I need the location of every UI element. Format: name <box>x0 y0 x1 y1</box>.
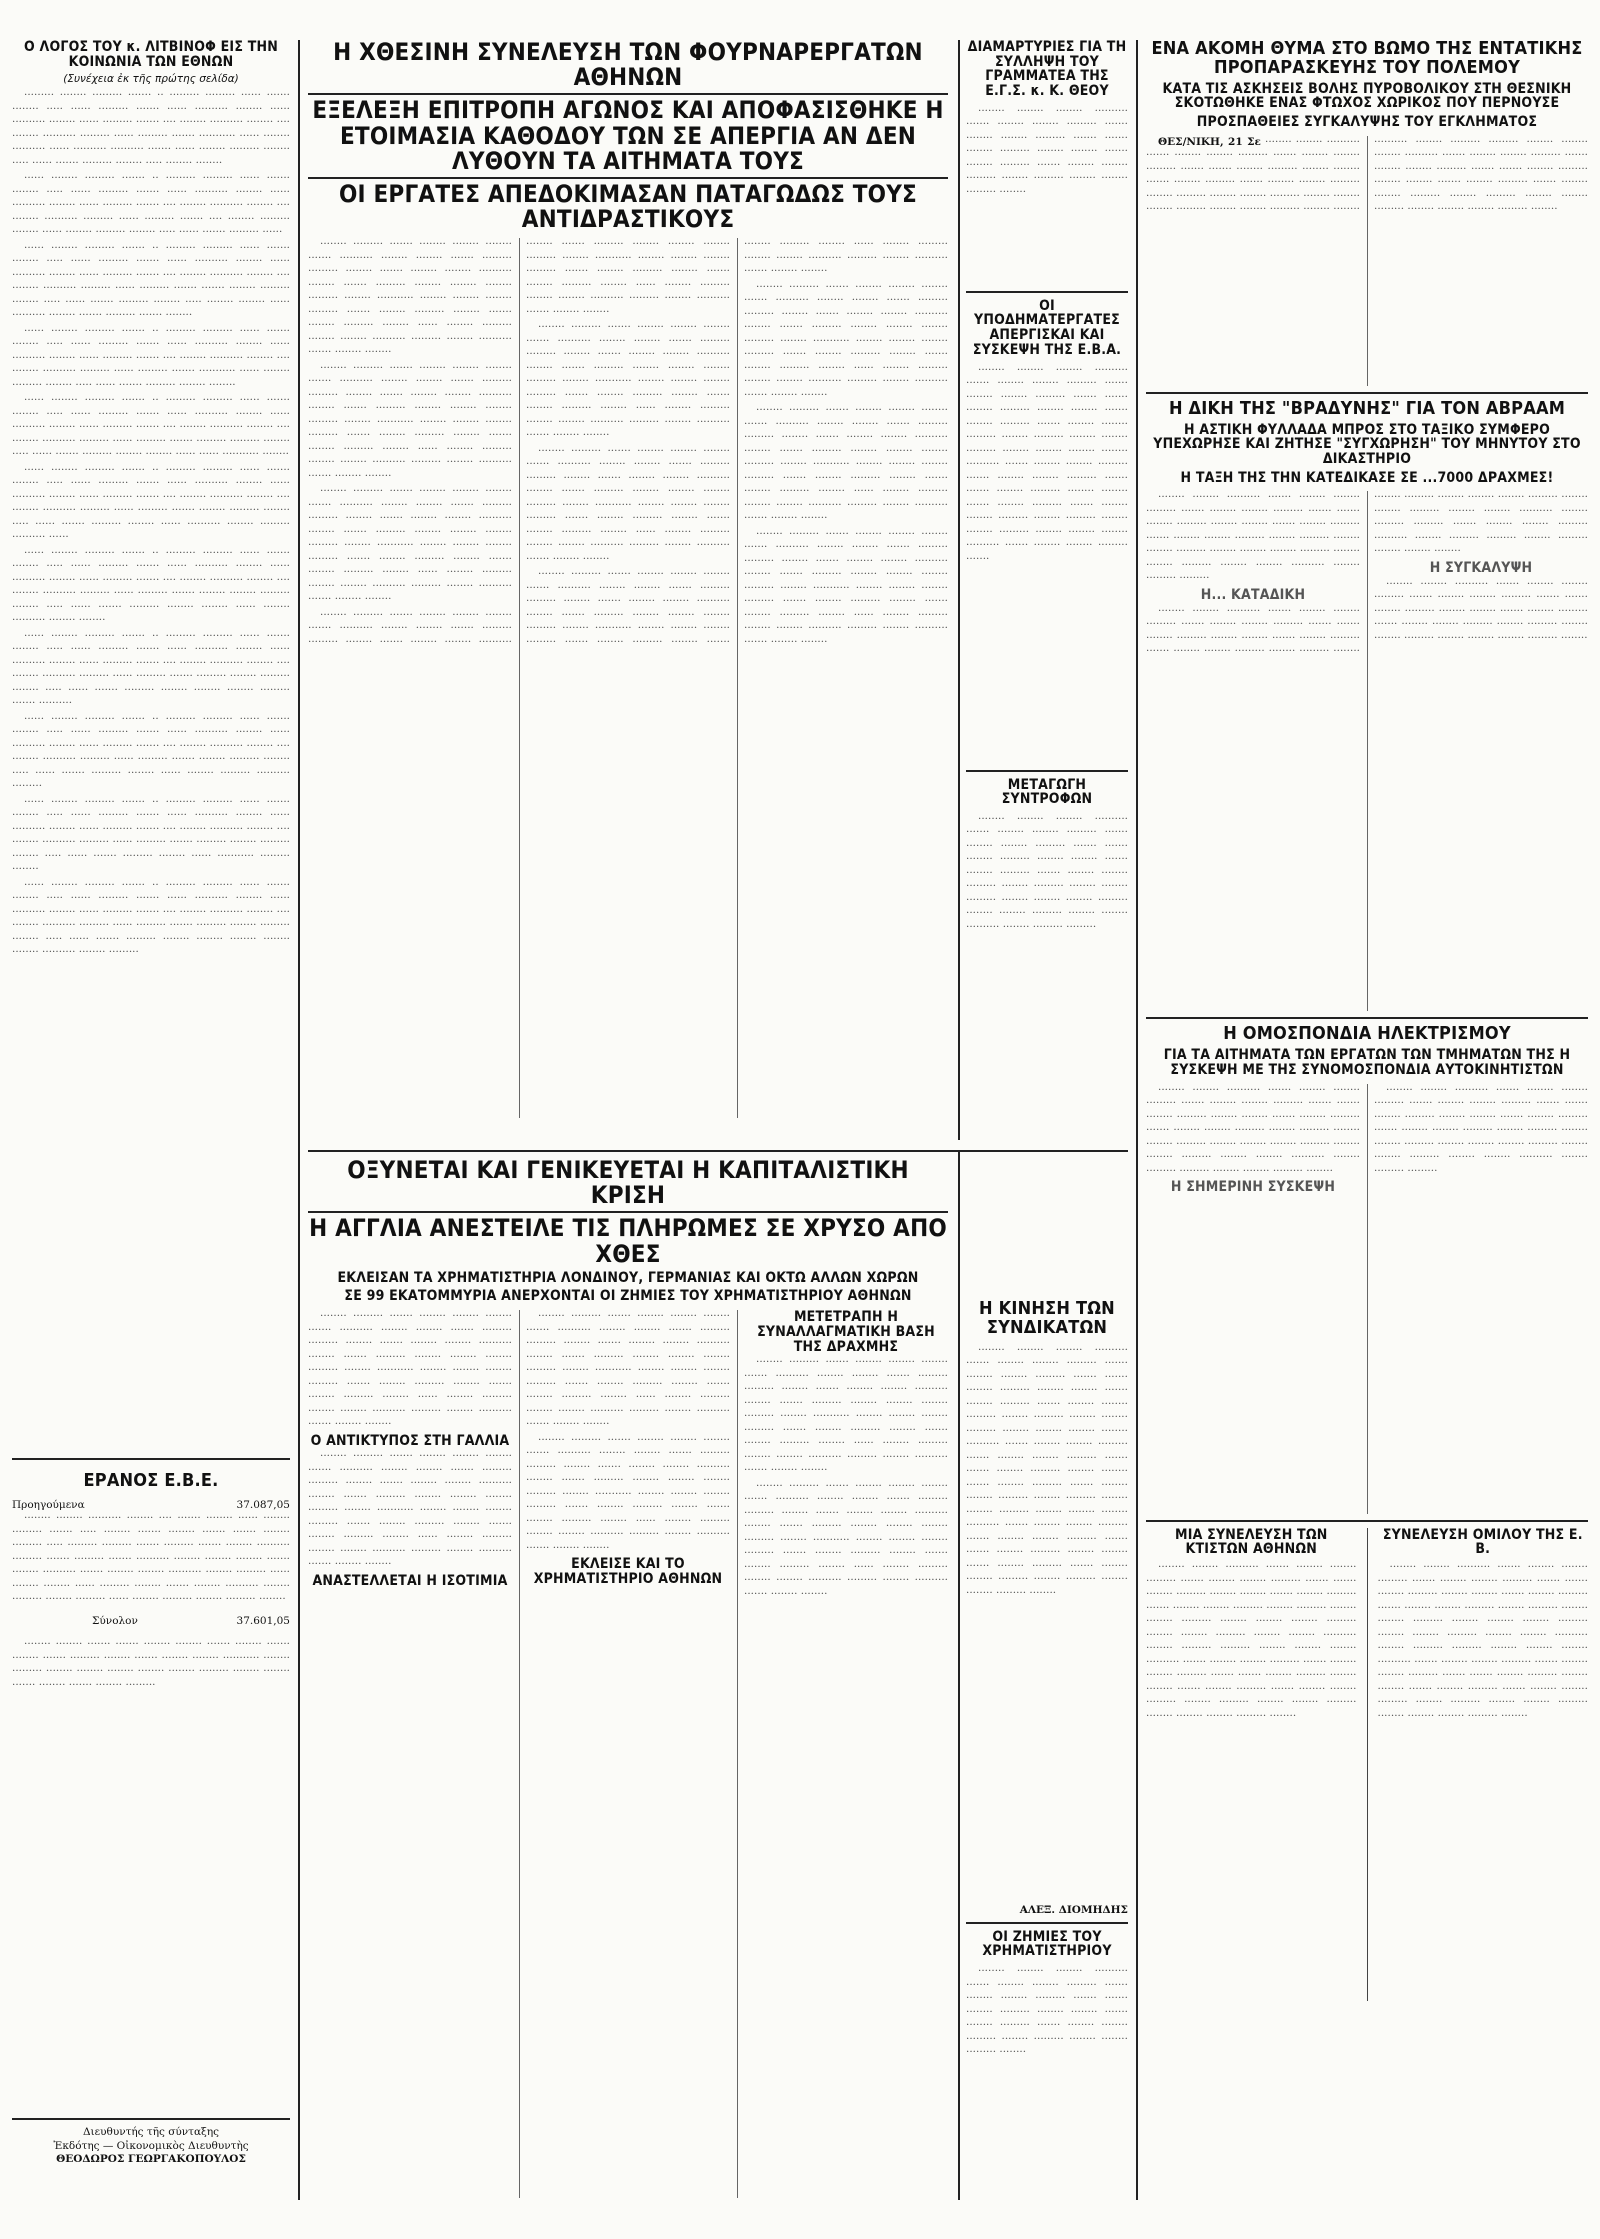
subheadline: ΕΞΕΛΕΞΗ ΕΠΙΤΡΟΠΗ ΑΓΩΝΟΣ ΚΑΙ ΑΠΟΦΑΣΙΣΘΗΚΕ Η ΕΤΟΙΜΑΣΙΑ ΚΑΘΟΔΟΥ ΤΩΝ ΣΕ ΑΠΕΡΓΙΑ ΑΝ ΔΕΝ ΛΥΘΟΥΝ ΤΑ ΑΙΤΗΜΑΤΑ ΤΟΥΣ <box>312 96 944 175</box>
headline: Η ΧΘΕΣΙΝΗ ΣΥΝΕΛΕΥΣΗ ΤΩΝ ΦΟΥΡΝΑΡΕΡΓΑΤΩΝ ΑΘΗΝΩΝ <box>333 40 923 92</box>
subheadline: ΓΙΑ ΤΑ ΑΙΤΗΜΑΤΑ ΤΩΝ ΕΡΓΑΤΩΝ ΤΩΝ ΤΜΗΜΑΤΩΝ ΤΗΣ Η ΣΥΣΚΕΨΗ ΜΕ ΤΗΣ ΣΥΝΟΜΟΣΠΟΝΔΙΑ ΑΥΤΟΚΙΝΗΤΙΣΤΩΝ <box>1163 1047 1571 1079</box>
section-heading: Ο ΑΝΤΙΚΤΥΠΟΣ ΣΤΗ ΓΑΛΛΙΑ <box>310 1432 510 1449</box>
subheadline: Η ΑΣΤΙΚΗ ΦΥΛΛΑΔΑ ΜΠΡΟΣ ΣΤΟ ΤΑΞΙΚΟ ΣΥΜΦΕΡΟ ΥΠΕΧΩΡΗΣΕ ΚΑΙ ΖΗΤΗΣΕ "ΣΥΓΧΩΡΗΣΗ" ΤΟΥ ΜΗΝΥΤΟΥ ΣΤΟ ΔΙΚΑΣΤΗΡΙΟ <box>1153 421 1581 468</box>
section-heading: Η ΣΗΜΕΡΙΝΗ ΣΥΣΚΕΨΗ <box>1170 1179 1336 1196</box>
column-rule <box>1136 40 1138 2200</box>
article-meeting <box>1146 1528 1357 2001</box>
subheadline: ΠΡΟΣΠΑΘΕΙΕΣ ΣΥΓΚΑΛΥΨΗΣ ΤΟΥ ΕΓΚΛΗΜΑΤΟΣ <box>1196 114 1538 131</box>
signature: ΑΛΕΞ. ΔΙΟΜΗΔΗΣ <box>1019 1903 1128 1916</box>
section-rule <box>308 1150 1128 1152</box>
previous-value: 37.087,05 <box>236 1498 290 1511</box>
section-heading: ΜΕΤΕΤΡΑΠΗ Η ΣΥΝΑΛΛΑΓΜΑΤΙΚΗ ΒΑΣΗ ΤΗΣ ΔΡΑΧΜΗΣ <box>757 1309 935 1355</box>
continued-note: (Συνέχεια ἐκ τῆς πρώτης σελίδα) <box>63 73 239 86</box>
headline: ΟΙ ΥΠΟΔΗΜΑΤΕΡΓΑΤΕΣ ΑΠΕΡΓΙΣΚΑΙ ΚΑΙ ΣΥΣΚΕΨΗ ΤΗΣ Ε.Β.Α. <box>972 297 1122 358</box>
article-body: ········ ········ ········ ·········· ······· ········ ········ ········· ······· ········ ········ ········· ······· ······· ········ ········· ········ ········ ······· ········ ········· ······· ········ ········ ········· ········ ········· ········ ········ ········· ········ ········ ········ ········ ·········· ······· ········ ········ ········· ······· ········ ········ ········· ······· ······· ········ ········· ········ ········ ······· ········ ········· ······· ········ ········ ········· ········ ········· ········ ········ ········· ········ ········ ········ ·········· ······· ········ ········ ········· ······· ········ ········ ········· ······· ······· ········ ········· ········ ········ ······· ········ ········· ······· ········ ········ ········· ········ ········· ········ ········ ········· ········ <box>966 1343 1128 1599</box>
article-body: ········ ········· ······· ········ ········ ········ ······· ·········· ········ ········ ······· ········· ········· ········ ······· ········ ········ ·········· ········ ······· ········· ········ ········ ········ ········· ········ ··········· ········ ········ ········ ········· ······· ········ ········· ········ ······· ········ ········· ········ ······ ········ ········· ········ ········ ·········· ········· ········ ·········· ······· ········ ········ ········ ········· ······· ········ ········ ········ ······· ·········· ········ ········ ······· ········· ········· ········ ······· ········ ········ ·········· ········ ······· ········· ········ ········ ········ ········· ········ ··········· ········ ········ ········ ········· ······· ········ ········· ········ ······· ········ ········· ········ ······ ········ ········· ········ ········ ·········· ········· ········ ·········· ······· ········ ········ ········ ········· ······· ········ ········ ········ ······· ·········· ········ ········ ······· ········· ········· ········ ······· ········ ········ ·········· ········ ······· ········· ········ ········ ········ ········· ········ ··········· ········ ········ ········ ········· ······· ········ ········· ········ ······· ········ ········· ········ ······ ········ ········· ········ ········ ·········· ········· ········ ·········· ······· ········ ········ ········ ········· ······· ········ ········ ········ ······· ·········· ········ ········ ······· ········· ········· ········ ······· ········ ········ ·········· ········ ······· ········· ········ ········ ········ ········· ········ ··········· ········ ········ ········ ········· ······· ········ ········· ········ ······· ········ ········· ········ ······ ········ ········· ········ ········ ·········· ········· ········ ·········· ······· ········ ········ ········ ········· ······· ········ ········ ········ ······· ·········· ········ ········ ······· ········· ········· ········ ······· ········ ········ ·········· ········ ······· ········· ········ ········ ········ ········· ········ ··········· ········ ········ ········ ········· ······· ········ ········· ········ ······· ········ ········· ········ ······ ········ ········· ········ ········ ·········· ········· ········ ·········· ······· ········ ········ ········ ········· ······· ········ ········ ········ ······· ·········· ········ ········ ······· ········· ········· ········ ······· ········ ········ ·········· ········ ······· ········· ········ ········ ········ ········· ········ ··········· ········ ········ ········ ········· ······· ········ ········· ········ ······· ········ ········· ········ ······ ········ ········· ········ ········ ·········· ········· ········ ·········· ······· ········ ········ ········ ········· ······· ········ ········ ········ ······· ·········· ········ ········ ······· ········· ········· ········ ······· ········ ········ ·········· ········ ······· ········· ········ ········ ········ ········· ········ ··········· ········ ········ ········ ········· ······· ········ ········· ········ ······· ········ ········· ········ ······ ········ ········· ········ ········ ·········· ········· ········ ·········· ······· ········ ········ ········ ········· ······· ········ ········ ········ ······· ·········· ········ ········ ······· ········· ········· ········ ······· ········ ········ ·········· ········ ······· ········· ········ ········ ········ ········· ········ ··········· ········ ········ ········ ········· ······· ········ ········· ········ ······· ········ ········· ········ ······ ········ ········· ········ ········ ·········· ········· ········ ·········· ······· ········ ········ ········ ········· ······· ········ ········ ········ ······· ·········· ········ ········ ······· ········· ········· ········ ······· ········ ········ ·········· ········ ······· ········· ········ ········ ········ ········· ········ ··········· ········ ········ ········ ········· ······· ········ ········· ········ ······· ········ ········· ········ ······ ········ ········· ········ ········ ·········· ········· ········ ·········· ······· ········ ········ ········ ········· ······· ········ ········ ········ ······· ·········· ········ ········ ······· ········· ········· ········ ······· ········ ········ ·········· ········ ······· ········· ········ ········ ········ ········· ········ ··········· ········ ········ ········ ········· ······· ········ ········· ········ ······· ········ ········· ········ ······ ········ ········· ········ ········ ·········· ········· ········ ·········· ······· ········ ········ <box>308 238 948 648</box>
headline: ΟΙ ΖΗΜΙΕΣ ΤΟΥ ΧΡΗΜΑΤΙΣΤΗΡΙΟΥ <box>982 1928 1112 1960</box>
section-heading: ΕΚΛΕΙΣΕ ΚΑΙ ΤΟ ΧΡΗΜΑΤΙΣΤΗΡΙΟ ΑΘΗΝΩΝ <box>533 1556 723 1587</box>
fundraiser-box <box>12 1472 290 2072</box>
right-column <box>1146 40 1588 2220</box>
headline: Ο ΛΟΓΟΣ ΤΟΥ κ. ΛΙΤΒΙΝΟΦ ΕΙΣ ΤΗΝ ΚΟΙΝΩΝΙΑ ΤΩΝ ΕΘΝΩΝ <box>24 40 278 70</box>
article-body: ········ ········ ·········· ······· ········ ········ ········· ······· ········ ········ ········· ······· ······· ········ ········· ········ ········ ······· ········ ········· ······· ········ ········ ········· ········ ········· ········ ········ ········· ········ ········ ········ ········· ········ ········ ········· ········ ········ ·········· ········ ········· ········· ········ ········ ········ ·········· ······· ········ ········ ········· ······· ········ ········ ········· ······· ······· ········ ········· ········ ········ ······· ········ ········· ······· ········ ········ ········· ········ ········· ········ ········ ········· ········ ········ ········ ········· ········ <box>1377 1561 1588 1722</box>
fundraiser-note: ········ ········ ······· ······· ········ ········ ······· ········ ······· ········ ······· ········· ········ ······· ········ ········ ··········· ········ ········· ········ ········ ········ ········ ········ ········· ········ ········ ······· ········ ······· ········ ········· <box>12 1638 290 1691</box>
article-bakers <box>308 40 948 1140</box>
total-value: 37.601,05 <box>236 1614 290 1627</box>
publisher-label: Ἐκδότης — Οἰκονομικὸς Διευθυντὴς <box>53 2139 249 2152</box>
fundraiser-previous <box>12 1499 290 1513</box>
total-label: Σύνολον <box>92 1614 138 1627</box>
article-body: ········ ········ ·········· ······· ········ ········ ········· ······· ········ ········ ········· ······· ······· ········ ········· ········ ········ ······· ········ ········· ······· ········ ········ ········· ········ ········· ········ ········ ········· ········ ········ ········ ········· ········ ········ ········· ········ ········ ·········· ········ ········· ········· ········ ········ ········· ········ Η ΣΗΜΕΡΙΝΗ ΣΥΣΚΕΨΗ ········ ········ ·········· ······· ········ ········ ········· ······· ········ ········ ········· ······· ······· ········ ········· ········ ········ ······· ········ ········· ······· ········ ········ ········· ········ ········· ········ ········ ········· ········ ········ ········ ········· ········ ········ ········· ········ ········ ·········· ········ ········· ········· <box>1146 1083 1588 1196</box>
subheadline: ΕΚΛΕΙΣΑΝ ΤΑ ΧΡΗΜΑΤΙΣΤΗΡΙΑ ΛΟΝΔΙΝΟΥ, ΓΕΡΜΑΝΙΑΣ ΚΑΙ ΟΚΤΩ ΑΛΛΩΝ ΧΩΡΩΝ <box>337 1269 919 1286</box>
article-body: ········ ········ ········ ·········· ······· ········ ········ ········· ······· ········ ········ ········· ······· ······· ········ ········· ········ ········ ······· ········ ········· ······· ········ ········ ········· ········ ········· ········ ········ ········· ········ ········ ········ ········ ·········· ······· ········ ········ ········· ······· ········ ········ ········· ······· ······· ········ ········· ········ ········ ······· ········ ········· ······· ········ ········ ········· ········ ········· ········ ········ ········· ········ ········ ········ ·········· ······· ········ ········ ········· ······· <box>966 363 1128 565</box>
masthead <box>12 2126 290 2216</box>
article-group <box>1378 1528 1589 2001</box>
article-syndicates <box>966 1300 1128 2200</box>
subheadline: ΚΑΤΑ ΤΙΣ ΑΣΚΗΣΕΙΣ ΒΟΛΗΣ ΠΥΡΟΒΟΛΙΚΟΥ ΣΤΗ ΘΕΣΝΙΚΗ ΣΚΟΤΩΘΗΚΕ ΕΝΑΣ ΦΤΩΧΟΣ ΧΩΡΙΚΟΣ ΠΟΥ ΠΕΡΝΟΥΣΕ <box>1162 80 1572 112</box>
headline: ΕΝΑ ΑΚΟΜΗ ΘΥΜΑ ΣΤΟ ΒΩΜΟ ΤΗΣ ΕΝΤΑΤΙΚΗΣ ΠΡΟΠΑΡΑΣΚΕΥΗΣ ΤΟΥ ΠΟΛΕΜΟΥ <box>1151 40 1583 78</box>
article-body: ········ ········ ········ ·········· ······· ········ ········ ········· ······· ········ ········ ········· ······· ······· ········ ········· ········ ········ ······· ········ ········· ······· ········ ········ ········· ········ ········· ········ ········ ········· ········ <box>966 104 1128 198</box>
article-body: ········· ········ ········· ······· ·· ········· ········· ······ ······· ········ ····· ······ ········· ······· ······ ·········· ········ ······ ·········· ········ ······ ········· ······· ···· ········ ·········· ········ ···· ········ ·········· ········· ······ ········· ······· ··········· ······ ········ ·········· ······ ·········· ·········· ······· ······ ········ ········· ········ ····· ······ ······· ········· ········ ····· ········ ········ ······ ········ ········· ······· ·· ········· ········· ······ ······· ········ ····· ······ ········· ······· ······ ·········· ········ ······ ·········· ········ ······ ········· ······· ···· ········ ·········· ········ ···· ········ ·········· ········· ······ ········· ······· ···· ········ ········· ········ ······ ········ ········· ········ ····· ······ ······· ········· ······ ······ ········ ········· ······· ·· ········· ········· ······ ······· ········ ····· ······ ········· ······· ······ ·········· ········ ······ ·········· ········ ······ ········· ······· ···· ········ ·········· ········ ···· ········ ·········· ········· ······ ········· ······· ······· ········ ········· ········ ····· ······ ······· ········· ········ ····· ········ ········ ······ ·········· ········ ······· ········· ······· ········ ······ ········ ········· ······· ·· ········· ········· ······ ······· ········ ····· ······ ········· ······· ······ ·········· ········ ······ ·········· ········ ······ ········· ······· ···· ········ ·········· ········ ···· ········ ·········· ········· ······ ········· ······· ··········· ······ ········ ········· ········ ····· ······ ······· ········· ········ ········ ······ ········ ········· ······· ·· ········· ········· ······ ······· ········ ····· ······ ········· ······· ······ ·········· ········ ······ ·········· ········ ······ ········· ······· ···· ········ ·········· ········ ···· ········ ·········· ········· ······ ········· ······· ········· ········· ········ ····· ······ ······· ········· ········ ········ ······ ······ ··········· ········ ······ ········ ········· ······· ·· ········· ········· ······ ······· ········ ····· ······ ········· ······· ······ ·········· ········ ······ ·········· ········ ······ ········· ······· ···· ········ ·········· ········ ···· ········ ·········· ········· ······ ········· ······· ········ ········· ········ ····· ······ ······· ········· ········ ······ ·········· ········ ········· ·········· ······ ······ ········ ········· ······· ·· ········· ········· ······ ······· ········ ····· ······ ········· ······· ······ ·········· ········ ······ ·········· ········ ······ ········· ······· ···· ········ ·········· ········ ···· ········ ·········· ········· ······ ········· ······· ········ ········ ········· ········ ····· ······ ······· ········· ········ ········ ······ ········ ·········· ········ ········ ······ ········ ········· ······· ·· ········· ········· ······ ······· ········ ····· ······ ········· ······· ······ ·········· ········ ······ ·········· ········ ······ ········· ······· ···· ········ ·········· ········ ···· ········ ·········· ········· ······ ········· ······· ········· ········ ········· ········ ····· ······ ······· ········· ········ ········ ········ ········· ······· ·········· ······ ········ ········· ······· ·· ········· ········· ······ ······· ········ ····· ······ ········· ······· ······ ·········· ········ ······ ·········· ········ ······ ········· ······· ···· ········ ·········· ········ ···· ········ ·········· ········· ······ ········· ······· ········ ········· ········ ····· ······ ······· ········· ········ ······ ········ ········· ·········· ········· ······ ········ ········· ······· ·· ········· ········· ······ ······· ········ ····· ······ ········· ······· ······ ·········· ········ ······ ·········· ········ ······ ········· ······· ···· ········ ·········· ········ ···· ········ ·········· ········· ······ ········· ······· ········· ········ ········· ········ ····· ······ ······· ········· ········ ······ ··········· ········· ········ ······ ········ ········· ······· ·· ········· ········· ······ ······· ········ ····· ······ ········· ······· ······ ·········· ········ ······ ·········· ········ ······ ········· ······· ···· ········ ·········· ········ ···· ········ ·········· ········· ······ ········· ······· ········· ········ ········· ········ ····· ······ ······· ········· ········ ········ ········ ········ ········ ·········· ········ ········· <box>12 89 290 959</box>
column-rule <box>958 40 960 1140</box>
director-label: Διευθυντής τῆς σύνταξης <box>82 2126 220 2138</box>
headline: ΔΙΑΜΑΡΤΥΡΙΕΣ ΓΙΑ ΤΗ ΣΥΛΛΗΨΗ ΤΟΥ ΓΡΑΜΜΑΤΕΑ ΤΗΣ Ε.Γ.Σ. κ. Κ. ΘΕΟΥ <box>967 40 1127 100</box>
column-rule <box>958 1150 960 2200</box>
section-rule <box>12 1458 290 1460</box>
headline: Η ΔΙΚΗ ΤΗΣ "ΒΡΑΔΥΝΗΣ" ΓΙΑ ΤΟΝ ΑΒΡΑΑΜ <box>1168 397 1566 419</box>
article-litvinov <box>12 40 290 1450</box>
section-heading: ΑΝΑΣΤΕΛΛΕΤΑΙ Η ΙΣΟΤΙΜΙΑ <box>312 1572 508 1589</box>
section-heading: Η... ΚΑΤΑΔΙΚΗ <box>1200 586 1306 603</box>
headline: ΜΕΤΑΓΩΓΗ ΣΥΝΤΡΟΦΩΝ <box>1001 776 1093 808</box>
subheadline: Η ΤΑΞΗ ΤΗΣ ΤΗΝ ΚΑΤΕΔΙΚΑΣΕ ΣΕ ...7000 ΔΡΑΧΜΕΣ! <box>1180 469 1554 486</box>
subheadline: ΣΕ 99 ΕΚΑΤΟΜΜΥΡΙΑ ΑΝΕΡΧΟΝΤΑΙ ΟΙ ΖΗΜΙΕΣ ΤΟΥ ΧΡΗΜΑΤΙΣΤΗΡΙΟΥ ΑΘΗΝΩΝ <box>344 1288 912 1305</box>
article-testimonies <box>966 40 1128 1140</box>
article-body: ········ ········ ········ ·········· ······· ········ ········ ········· ······· ········ ········ ········· ······· ······· ········ ········· ········ ········ ······· ········ ········· ······· ········ ········ ········· ········ ········· ········ ········ ········· ········ <box>966 1965 1128 2059</box>
editor-name: ΘΕΟΔΩΡΟΣ ΓΕΩΡΓΑΚΟΠΟΥΛΟΣ <box>56 2153 246 2165</box>
previous-label: Προηγούμενα <box>12 1498 85 1511</box>
article-crisis <box>308 1158 948 2198</box>
section-heading: Η ΣΥΓΚΑΛΥΨΗ <box>1429 559 1533 576</box>
column-rule <box>298 40 300 2200</box>
fundraiser-total <box>12 1615 290 1629</box>
headline: Η ΟΜΟΣΠΟΝΔΙΑ ΗΛΕΚΤΡΙΣΜΟΥ <box>1223 1023 1511 1045</box>
headline: ΣΥΝΕΛΕΥΣΗ ΟΜΙΛΟΥ ΤΗΣ Ε. Β. <box>1382 1526 1583 1558</box>
headline: ΜΙΑ ΣΥΝΕΛΕΥΣΗ ΤΩΝ ΚΤΙΣΤΩΝ ΑΘΗΝΩΝ <box>1175 1526 1328 1558</box>
article-body: ········ ········ ········ ·········· ······· ········ ········ ········· ······· ········ ········ ········· ······· ······· ········ ········· ········ ········ ······· ········ ········· ······· ········ ········ ········· ········ ········· ········ ········ ········· ········ ········ ········ ········· ········ ········ ········· ········ ········ ·········· ········ ········· ········· <box>966 812 1128 933</box>
headline: ΟΞΥΝΕΤΑΙ ΚΑΙ ΓΕΝΙΚΕΥΕΤΑΙ Η ΚΑΠΙΤΑΛΙΣΤΙΚΗ ΚΡΙΣΗ <box>347 1158 909 1210</box>
subheadline: Η ΑΓΓΛΙΑ ΑΝΕΣΤΕΙΛΕ ΤΙΣ ΠΛΗΡΩΜΕΣ ΣΕ ΧΡΥΣΟ ΑΠΟ ΧΘΕΣ <box>309 1214 947 1268</box>
article-body: ΘΕΣ/ΝΙΚΗ, 21 Σε ········ ········ ·········· ······· ········ ········ ········· ······· ········ ········ ········· ······· ······· ········ ········· ········ ········ ······· ········ ········· ······· ········ ········ ········· ········ ········· ········ ········ ········· ········ ········ ········ ········· ········ ········ ········· ········ ········ ·········· ········ ········· ········· ········ ········ ········ ·········· ······· ········ ········ ········· ······· ········ ········ ········· ······· ······· ········ ········· ········ ········ ······· ········ ········· ······· ········ ········ ········· ········ ········· ········ ········ ········· ········ ········ ········ ········· ········ <box>1146 135 1588 216</box>
article-body: ········ ········· ······· ········ ········ ········ ······· ·········· ········ ········ ······· ········· ········· ········ ······· ········ ········ ·········· ········ ······· ········· ········ ········ ········ ········· ········ ··········· ········ ········ ········ ········· ······· ········ ········· ········ ······· ········ ········· ········ ······ ········ ········· ········ ········ ·········· ········· ········ ·········· ······· ········ ········ Ο ΑΝΤΙΚΤΥΠΟΣ ΣΤΗ ΓΑΛΛΙΑ ········ ········· ······· ········ ········ ········ ······· ·········· ········ ········ ······· ········· ········· ········ ······· ········ ········ ·········· ········ ······· ········· ········ ········ ········ ········· ········ ··········· ········ ········ ········ ········· ······· ········ ········· ········ ······· ········ ········· ········ ······ ········ ········· ········ ········ ·········· ········· ········ ·········· ······· ········ ········ ΑΝΑΣΤΕΛΛΕΤΑΙ Η ΙΣΟΤΙΜΙΑ ········ ········· ······· ········ ········ ········ ······· ·········· ········ ········ ······· ········· ········· ········ ······· ········ ········ ·········· ········ ······· ········· ········ ········ ········ ········· ········ ··········· ········ ········ ········ ········· ······· ········ ········· ········ ······· ········ ········· ········ ······ ········ ········· ········ ········ ·········· ········· ········ ·········· ······· ········ ········ ········ ········· ······· ········ ········ ········ ······· ·········· ········ ········ ······· ········· ········· ········ ······· ········ ········ ·········· ········ ······· ········· ········ ········ ········ ········· ········ ··········· ········ ········ ········ ········· ······· ········ ········· ········ ······· ········ ········· ········ ······ ········ ········· ········ ········ ·········· ········· ········ ·········· ······· ········ ········ ΕΚΛΕΙΣΕ ΚΑΙ ΤΟ ΧΡΗΜΑΤΙΣΤΗΡΙΟ ΑΘΗΝΩΝ ΜΕΤΕΤΡΑΠΗ Η ΣΥΝΑΛΛΑΓΜΑΤΙΚΗ ΒΑΣΗ ΤΗΣ ΔΡΑΧΜΗΣ ········ ········· ······· ········ ········ ········ ······· ·········· ········ ········ ······· ········· ········· ········ ······· ········ ········ ·········· ········ ······· ········· ········ ········ ········ ········· ········ ··········· ········ ········ ········ ········· ······· ········ ········· ········ ······· ········ ········· ········ ······ ········ ········· ········ ········ ·········· ········· ········ ·········· ······· ········ ········ ········ ········· ······· ········ ········ ········ ······· ·········· ········ ········ ······· ········· ········· ········ ······· ········ ········ ·········· ········ ······· ········· ········ ········ ········ ········· ········ ··········· ········ ········ ········ ········· ······· ········ ········· ········ ······· ········ ········· ········ ······ ········ ········· ········ ········ ·········· ········· ········ ·········· ······· ········ ········ <box>308 1309 948 1600</box>
section-rule <box>12 2118 290 2120</box>
dateline: ΘΕΣ/ΝΙΚΗ, 21 Σε <box>1158 135 1261 148</box>
headline: Η ΚΙΝΗΣΗ ΤΩΝ ΣΥΝΔΙΚΑΤΩΝ <box>979 1300 1115 1338</box>
bottom-articles <box>1146 1528 1588 2001</box>
fundraiser-title: ΕΡΑΝΟΣ Ε.Β.Ε. <box>83 1472 219 1491</box>
article-body: ········ ········ ·········· ······· ········ ········ ········· ······· ········ ········ ········· ······· ······· ········ ········· ········ ········ ······· ········ ········· ······· ········ ········ ········· ········ ········· ········ ········ ········· ········ ········ ········ ········· ········ ········ ········· ········ ········ ·········· ········ ········· ········· ········ ········ ········ ·········· ······· ········ ········ ········· ······· ········ ········ ········· ······· ······· ········ ········· ········ ········ ······· ········ ········· ······· ········ ········ ········· ········ ········· ········ ········ ········· ········ ········ ········ ········· ········ <box>1146 1561 1357 1722</box>
fundraiser-list: ········ ········ ·········· ········ ···· ······· ········ ······ ········ ········· ······· ····· ········ ······· ········ ······· ······· ········ ········· ····· ········· ········· ······· ········· ······· ········ ·········· ········· ······· ········· ······· ·········· ········ ········ ········ ······· ········ ·········· ······· ········ ········ ·········· ········ ········· ······ ········ ········ ······ ········· ········ ······· ········ ·········· ········ ········· ········ ········· ······ ········ ········· ········ ········· ········ <box>12 1512 290 1606</box>
subheadline: ΟΙ ΕΡΓΑΤΕΣ ΑΠΕΔΟΚΙΜΑΣΑΝ ΠΑΤΑΓΩΔΩΣ ΤΟΥΣ ΑΝΤΙΔΡΑΣΤΙΚΟΥΣ <box>338 179 918 234</box>
article-body: ········ ········ ·········· ······· ········ ········ ········· ······· ········ ········ ········· ······· ······· ········ ········· ········ ········ ······· ········ ········· ······· ········ ········ ········· ········ ········· ········ ········ ········· ········ ········ ········ ········· ········ ········ ········· ········ ········ ·········· ········ ········· ········· Η... ΚΑΤΑΔΙΚΗ ········ ········ ·········· ······· ········ ········ ········· ······· ········ ········ ········· ······· ······· ········ ········· ········ ········ ······· ········ ········· ······· ········ ········ ········· ········ ········· ········ ········ ········· ········ ········ ········ ········· ········ ········ ········· ········ ········ ·········· ········ ········· ········· ······· ········ ········ ········· ·········· ········ ········· ········· ········ ········· ········ ········ ········ Η ΣΥΓΚΑΛΥΨΗ ········ ········ ·········· ······· ········ ········ ········· ······· ········ ········ ········· ······· ······· ········ ········· ········ ········ ······· ········ ········· ······· ········ ········ ········· ········ ········· ········ ········ ········· ········ ········ ········ ········· ········ <box>1146 491 1588 658</box>
